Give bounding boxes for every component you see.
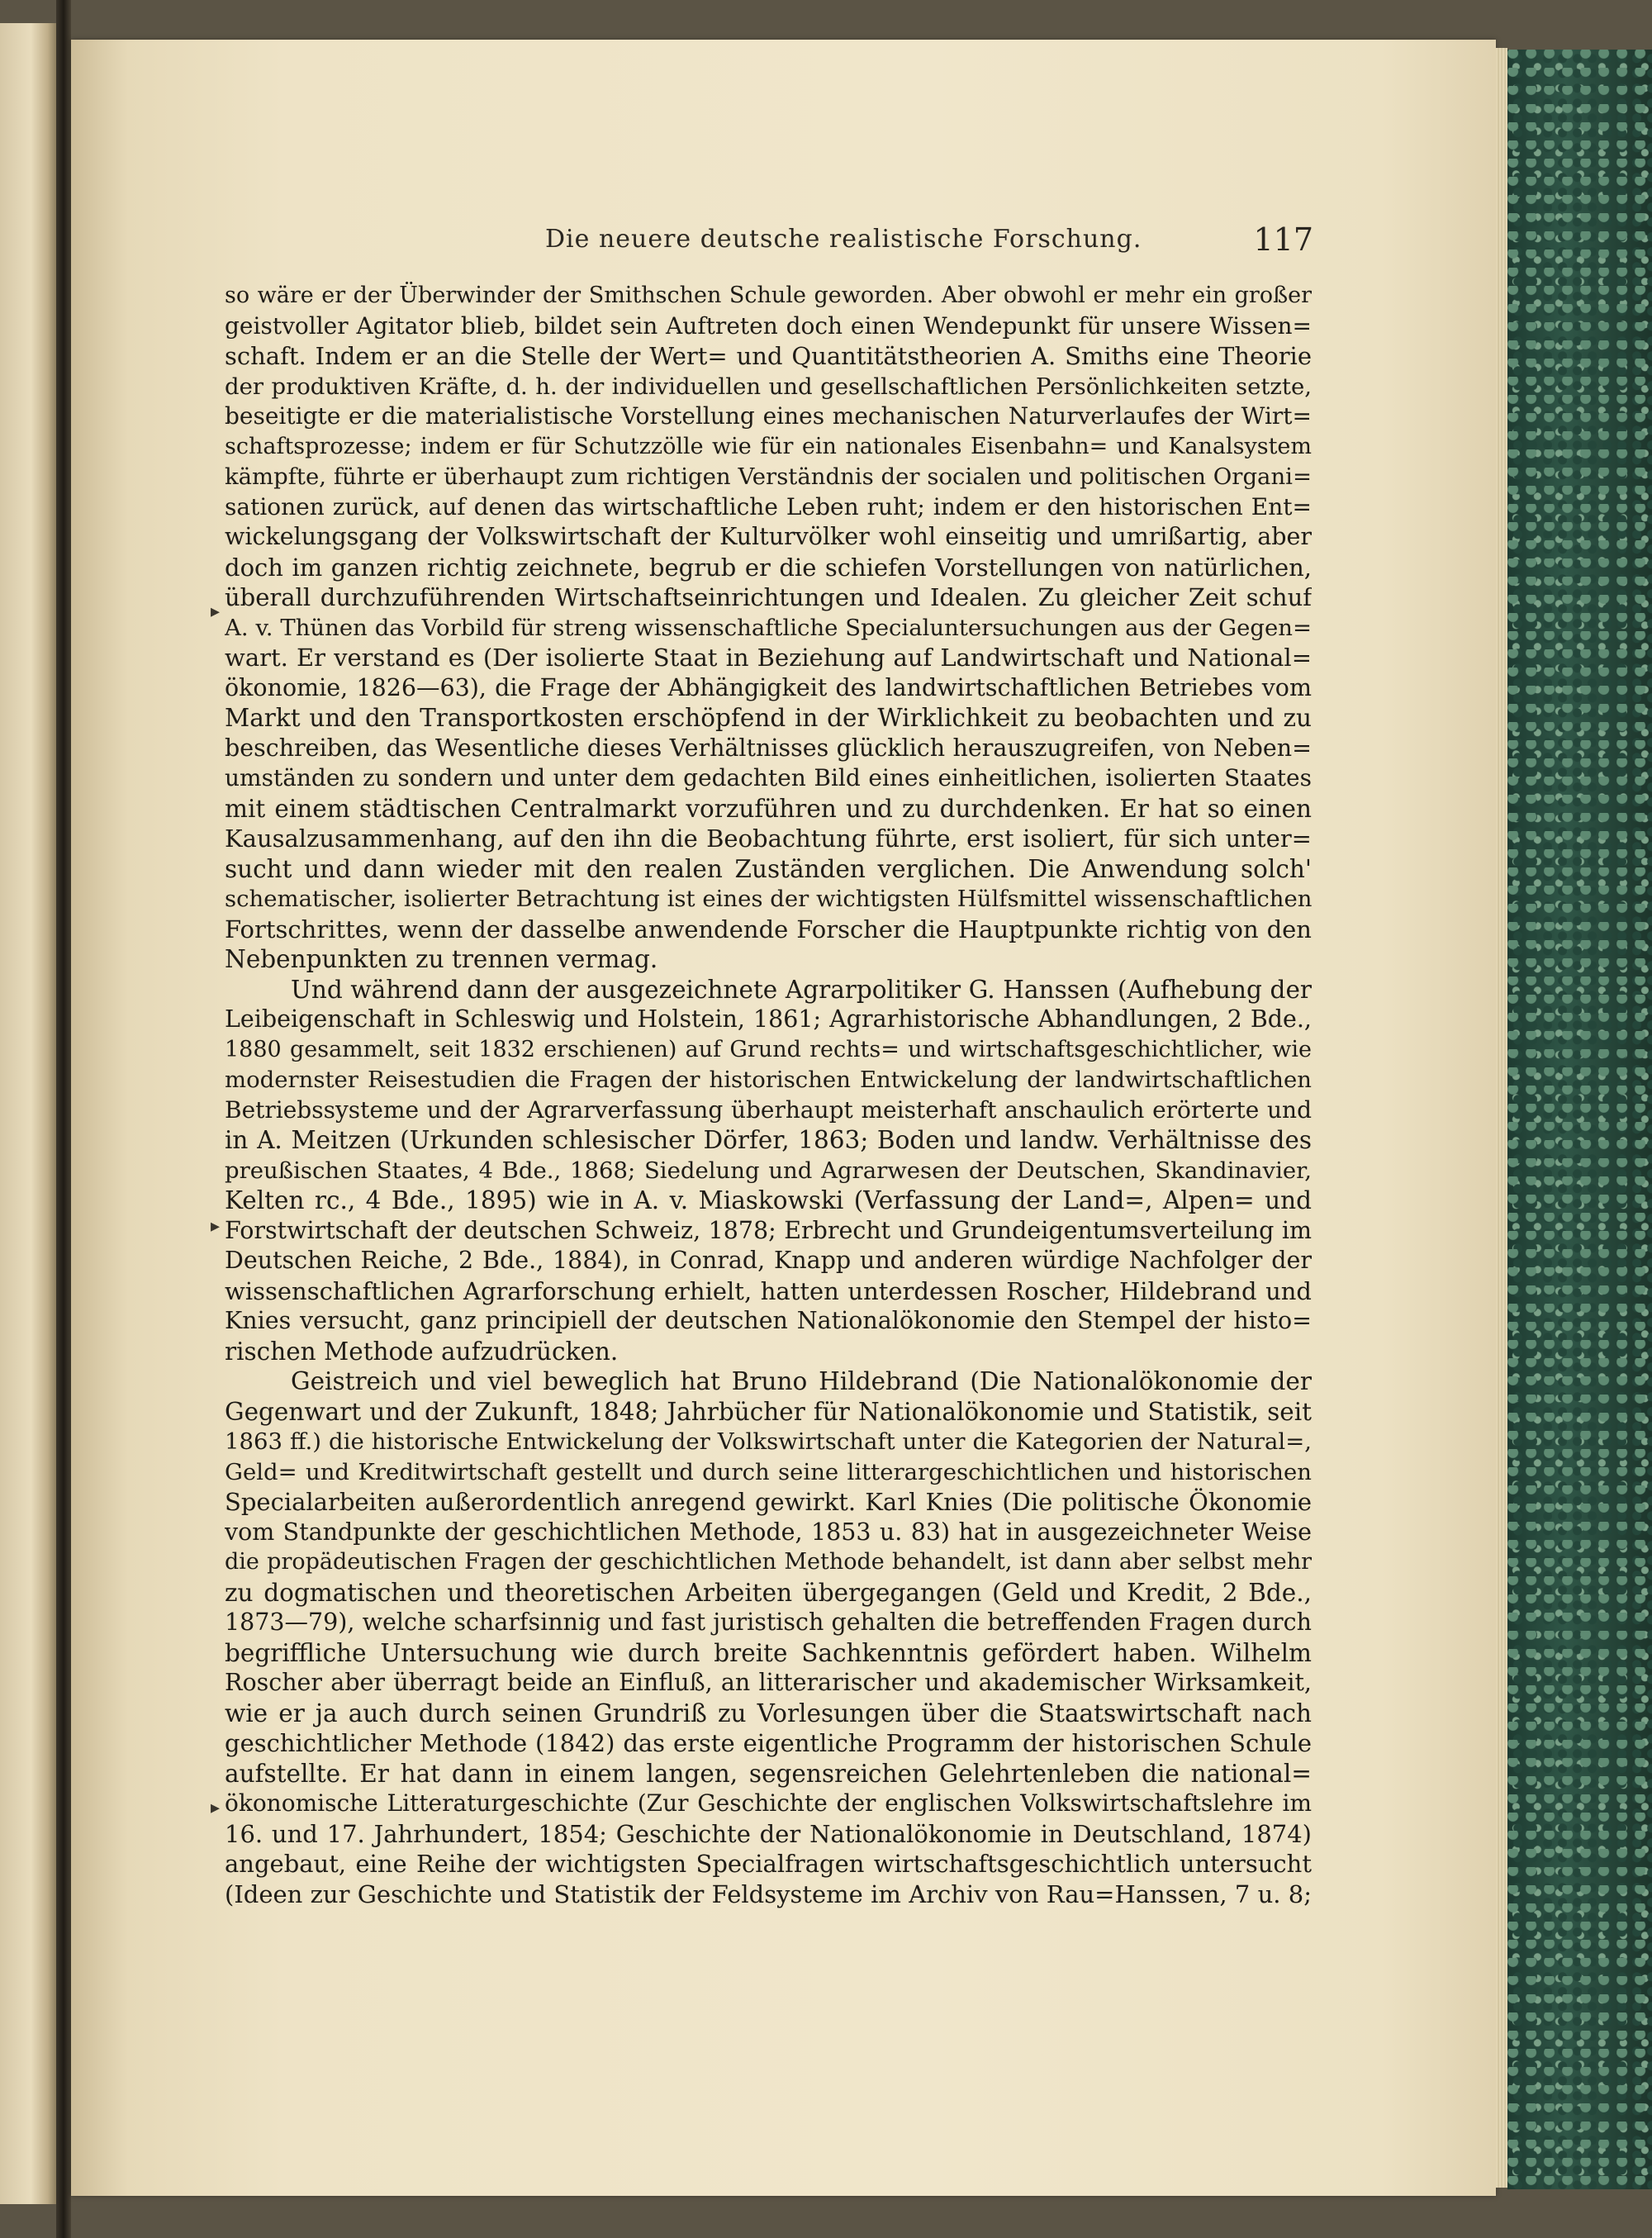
text-line: Markt und den Transportkosten erschöpfend in der Wirklichkeit zu beobachten und zu (225, 704, 1312, 732)
text-line: so wäre er der Überwinder der Smithschen Schule geworden. Aber obwohl er mehr ein großer (225, 283, 1312, 308)
book-cover (1507, 50, 1652, 2189)
text-line: schaftsprozesse; indem er für Schutzzölle wie für ein nationales Eisenbahn= und Kanalsystem (225, 433, 1312, 459)
text-line: umständen zu sondern und unter dem gedachten Bild eines einheitlichen, isolierten Staates (225, 764, 1312, 791)
text-line: wart. Er verstand es (Der isolierte Staat in Beziehung auf Landwirtschaft und National= (225, 644, 1312, 672)
text-line: (Ideen zur Geschichte und Statistik der Feldsysteme im Archiv von Rau=Hanssen, 7 u. 8; (225, 1879, 1312, 1908)
text-line: überall durchzuführenden Wirtschaftseinrichtungen und Idealen. Zu gleicher Zeit schuf (225, 583, 1312, 611)
text-line: aufstellte. Er hat dann in einem langen, segensreichen Gelehrtenleben die national= (225, 1759, 1312, 1788)
text-line: der produktiven Kräfte, d. h. der individuellen und gesellschaftlichen Persönlichkeiten setzte, (225, 373, 1312, 400)
page-number: 117 (1253, 221, 1313, 258)
text-line: 1880 gesammelt, seit 1832 erschienen) auf Grund rechts= und wirtschaftsgeschichtlicher, wie (225, 1036, 1312, 1062)
body-text (225, 281, 1312, 1940)
running-title: Die neuere deutsche realistische Forschung. (545, 225, 1142, 254)
text-line: wickelungsgang der Volkswirtschaft der Kulturvölker wohl einseitig und umrißartig, aber (225, 523, 1312, 550)
text-line: Nebenpunkten zu trennen vermag. (225, 945, 658, 973)
text-line: die propädeutischen Fragen der geschichtlichen Methode behandelt, ist dann aber selbst mehr (225, 1549, 1312, 1575)
text-line: doch im ganzen richtig zeichnete, begrub er die schiefen Vorstellungen von natürlichen, (225, 553, 1312, 582)
text-line: preußischen Staates, 4 Bde., 1868; Siedelung und Agrarwesen der Deutschen, Skandinavier, (225, 1157, 1312, 1184)
text-line: Gegenwart und der Zukunft, 1848; Jahrbücher für Nationalökonomie und Statistik, seit (225, 1397, 1312, 1426)
text-line: sucht und dann wieder mit den realen Zuständen verglichen. Die Anwendung solch' (225, 854, 1312, 883)
text-line: Geld= und Kreditwirtschaft gestellt und durch seine litterargeschichtlichen und historischen (225, 1458, 1312, 1485)
text-line: Roscher aber überragt beide an Einfluß, an litterarischer und akademischer Wirksamkeit, (225, 1669, 1312, 1696)
text-line: beschreiben, das Wesentliche dieses Verhältnisses glücklich herauszugreifen, von Neben= (225, 734, 1312, 762)
text-line: beseitigte er die materialistische Vorstellung eines mechanischen Naturverlaufes der Wirt= (225, 402, 1312, 430)
text-line: vom Standpunkte der geschichtlichen Methode, 1853 u. 83) hat in ausgezeichneter Weise (225, 1518, 1312, 1546)
text-line: begriffliche Untersuchung wie durch breite Sachkenntnis gefördert haben. Wilhelm (225, 1638, 1312, 1667)
text-line: wie er ja auch durch seinen Grundriß zu Vorlesungen über die Staatswirtschaft nach (225, 1699, 1312, 1727)
text-line: angebaut, eine Reihe der wichtigsten Specialfragen wirtschaftsgeschichtlich untersucht (225, 1850, 1312, 1878)
margin-mark: ▸ (211, 1798, 221, 1818)
text-line (225, 1909, 1312, 1940)
text-line: Kausalzusammenhang, auf den ihn die Beobachtung führte, erst isoliert, für sich unter= (225, 824, 1312, 853)
text-line: geistvoller Agitator blieb, bildet sein Auftreten doch einen Wendepunkt für unsere Wissen= (225, 311, 1312, 340)
text-line: modernster Reisestudien die Fragen der historischen Entwickelung der landwirtschaftlichen (225, 1067, 1312, 1093)
text-line: zu dogmatischen und theoretischen Arbeiten übergegangen (Geld und Kredit, 2 Bde., (225, 1578, 1312, 1607)
left-page-edge (0, 23, 56, 2204)
text-line: Leibeigenschaft in Schleswig und Holstein, 1861; Agrarhistorische Abhandlungen, 2 Bde., (225, 1005, 1312, 1033)
margin-mark: ▸ (211, 1216, 221, 1237)
text-line: Und während dann der ausgezeichnete Agrarpolitiker G. Hanssen (Aufhebung der (291, 975, 1312, 1004)
text-line: ökonomische Litteraturgeschichte (Zur Geschichte der englischen Volkswirtschaftslehre im (225, 1789, 1312, 1817)
text-line: 1863 ff.) die historische Entwickelung der Volkswirtschaft unter die Kategorien der Natural=, (225, 1428, 1312, 1455)
text-line: Deutschen Reiche, 2 Bde., 1884), in Conrad, Knapp und anderen würdige Nachfolger der (225, 1247, 1312, 1274)
text-line: wissenschaftlichen Agrarforschung erhielt, hatten unterdessen Roscher, Hildebrand und (225, 1276, 1312, 1305)
text-line: Forstwirtschaft der deutschen Schweiz, 1878; Erbrecht und Grundeigentumsverteilung im (225, 1216, 1312, 1244)
text-line: Knies versucht, ganz principiell der deutschen Nationalökonomie den Stempel der histo= (225, 1307, 1312, 1334)
text-line: Geistreich und viel beweglich hat Bruno Hildebrand (Die Nationalökonomie der (291, 1367, 1312, 1395)
page-edges (1496, 48, 1507, 2188)
text-line: 16. und 17. Jahrhundert, 1854; Geschichte der Nationalökonomie in Deutschland, 1874) (225, 1819, 1312, 1848)
text-line: kämpfte, führte er überhaupt zum richtigen Verständnis der socialen und politischen Organi= (225, 463, 1312, 490)
text-line: schaft. Indem er an die Stelle der Wert= und Quantitätstheorien A. Smiths eine Theorie (225, 342, 1312, 370)
text-line: mit einem städtischen Centralmarkt vorzuführen und zu durchdenken. Er hat so einen (225, 794, 1312, 823)
text-line: Kelten rc., 4 Bde., 1895) wie in A. v. Miaskowski (Verfassung der Land=, Alpen= und (225, 1186, 1312, 1214)
text-line: A. v. Thünen das Vorbild für streng wissenschaftliche Specialuntersuchungen aus der Gegen= (225, 614, 1312, 641)
text-line: Betriebssysteme und der Agrarverfassung überhaupt meisterhaft anschaulich erörterte und (225, 1095, 1312, 1124)
text-line: geschichtlicher Methode (1842) das erste eigentliche Programm der historischen Schule (225, 1729, 1312, 1757)
text-line: ökonomie, 1826—63), die Frage der Abhängigkeit des landwirtschaftlichen Betriebes vom (225, 673, 1312, 701)
text-line: 1873—79), welche scharfsinnig und fast juristisch gehalten die betreffenden Fragen durch (225, 1608, 1312, 1636)
text-line: schematischer, isolierter Betrachtung ist eines der wichtigsten Hülfsmittel wissenschaftlichen (225, 886, 1312, 912)
book-gutter (56, 0, 71, 2238)
margin-mark: ▸ (211, 601, 221, 622)
text-line: rischen Methode aufzudrücken. (225, 1337, 619, 1366)
text-line: Specialarbeiten außerordentlich anregend gewirkt. Karl Knies (Die politische Ökonomie (225, 1488, 1312, 1516)
text-line: in A. Meitzen (Urkunden schlesischer Dörfer, 1863; Boden und landw. Verhältnisse des (225, 1126, 1312, 1154)
text-line: Fortschrittes, wenn der dasselbe anwendende Forscher die Hauptpunkte richtig von den (225, 915, 1312, 943)
text-line: sationen zurück, auf denen das wirtschaftliche Leben ruht; indem er den historischen Ent= (225, 492, 1312, 520)
page-header (223, 221, 1313, 261)
